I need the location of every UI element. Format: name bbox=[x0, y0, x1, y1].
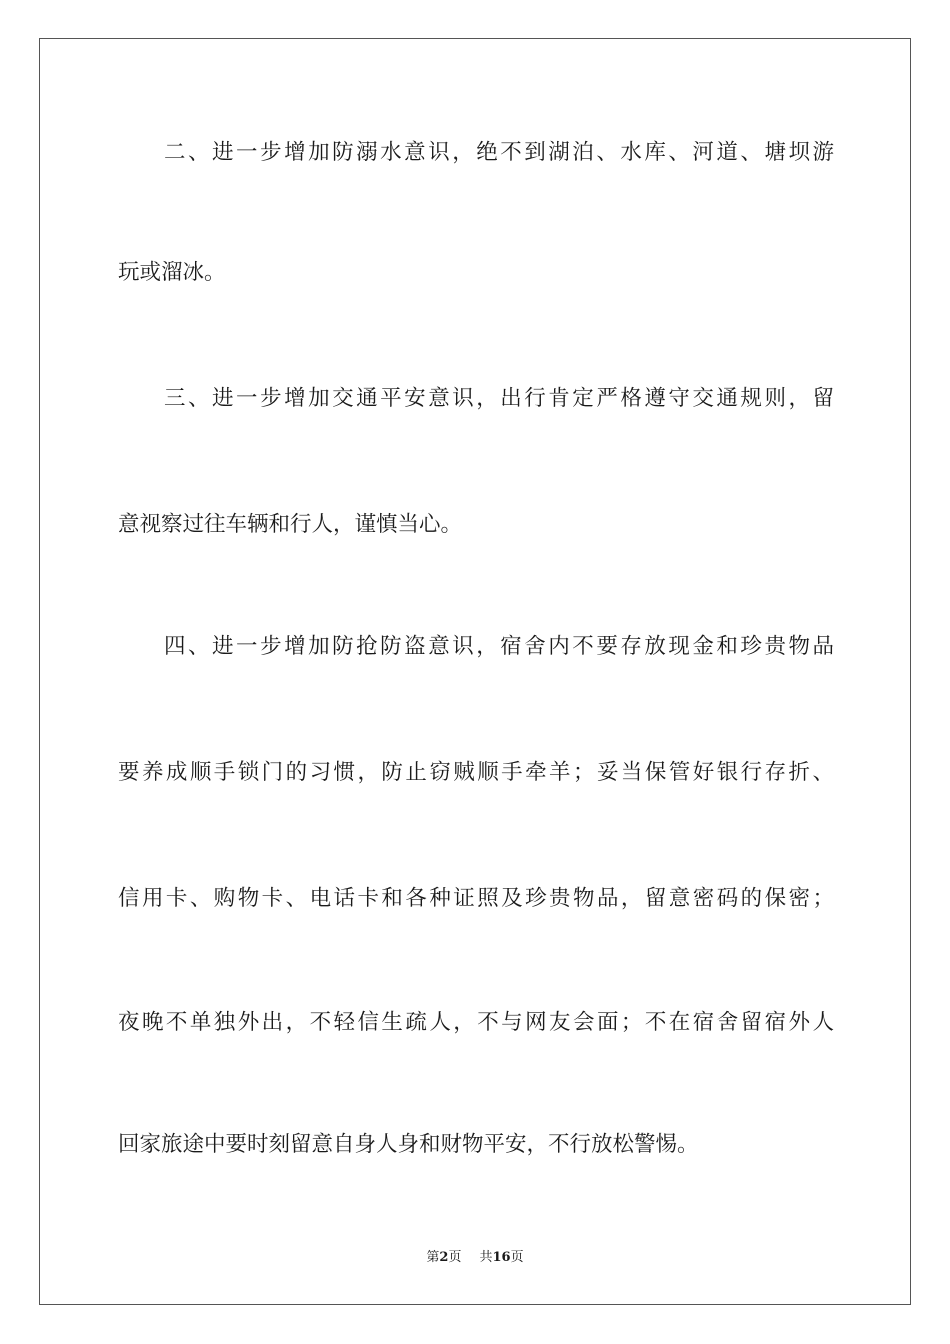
footer-page-prefix: 第 bbox=[426, 1250, 440, 1265]
footer-page-total: 16 bbox=[492, 1250, 511, 1265]
footer-page-current: 2 bbox=[439, 1250, 449, 1265]
footer-page-suffix: 页 bbox=[448, 1250, 462, 1265]
footer-total-suffix: 页 bbox=[510, 1250, 524, 1265]
paragraph-line-1: 二、进一步增加防溺水意识，绝不到湖泊、水库、河道、塘坝游 bbox=[164, 140, 834, 165]
page-footer bbox=[0, 1246, 950, 1265]
paragraph-line-6: 要养成顺手锁门的习惯，防止窃贼顺手牵羊；妥当保管好银行存折、 bbox=[118, 760, 834, 785]
paragraph-line-2: 玩或溜冰。 bbox=[118, 260, 226, 285]
paragraph-line-9: 回家旅途中要时刻留意自身人身和财物平安，不行放松警惕。 bbox=[118, 1132, 699, 1157]
paragraph-line-3: 三、进一步增加交通平安意识，出行肯定严格遵守交通规则，留 bbox=[164, 386, 834, 411]
paragraph-line-4: 意视察过往车辆和行人，谨慎当心。 bbox=[118, 512, 463, 537]
paragraph-line-5: 四、进一步增加防抢防盗意识，宿舍内不要存放现金和珍贵物品 bbox=[164, 634, 834, 659]
page-border bbox=[39, 38, 911, 1305]
footer-total-prefix: 共 bbox=[479, 1250, 493, 1265]
paragraph-line-7: 信用卡、购物卡、电话卡和各种证照及珍贵物品，留意密码的保密； bbox=[118, 886, 834, 911]
paragraph-line-8: 夜晚不单独外出，不轻信生疏人，不与网友会面；不在宿舍留宿外人 bbox=[118, 1010, 834, 1035]
